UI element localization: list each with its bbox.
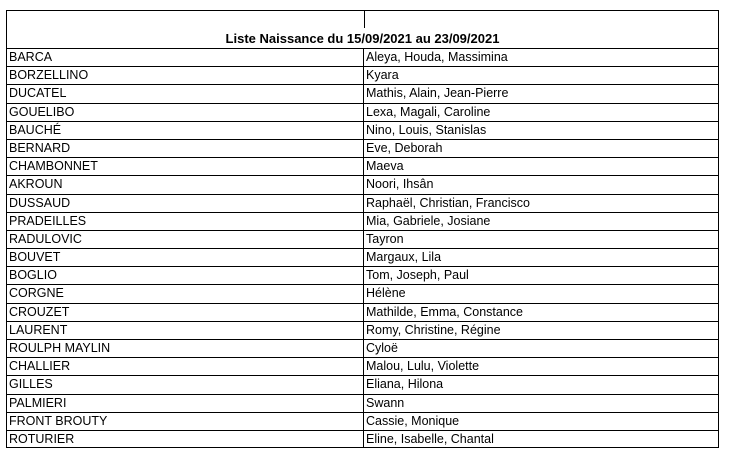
first-names-cell: Nino, Louis, Stanislas xyxy=(366,122,487,137)
last-name-cell: BOUVET xyxy=(7,249,364,266)
table-row xyxy=(7,230,718,248)
first-names-cell: Margaux, Lila xyxy=(366,250,442,265)
first-names-cell: Maeva xyxy=(366,159,404,174)
table-row xyxy=(7,430,718,448)
table-header xyxy=(7,11,718,48)
first-names-cell: Lexa, Magali, Caroline xyxy=(366,104,491,119)
first-names-cell: Cassie, Monique xyxy=(366,413,460,428)
table-row xyxy=(7,303,718,321)
last-name-cell: GOUELIBO xyxy=(7,104,364,121)
first-names-cell: Raphaël, Christian, Francisco xyxy=(366,195,530,210)
table-row xyxy=(7,194,718,212)
first-names-cell: Eliana, Hilona xyxy=(366,377,444,392)
first-names-cell: Tayron xyxy=(366,231,404,246)
first-names-cell: Mia, Gabriele, Josiane xyxy=(366,213,491,228)
table-row xyxy=(7,121,718,139)
table-row xyxy=(7,175,718,193)
last-name-cell: RADULOVIC xyxy=(7,231,364,248)
last-name-cell: BARCA xyxy=(7,49,364,66)
last-name-cell: ROTURIER xyxy=(7,431,364,448)
last-name-cell: LAURENT xyxy=(7,322,364,339)
last-name-cell: BOGLIO xyxy=(7,267,364,284)
header-column-divider xyxy=(364,11,365,28)
table-row xyxy=(7,248,718,266)
first-names-cell: Cyloë xyxy=(366,341,398,355)
last-name-cell: CHAMBONNET xyxy=(7,158,364,175)
last-name-cell: FRONT BROUTY xyxy=(7,413,364,430)
table-row xyxy=(7,84,718,102)
last-name-cell: CHALLIER xyxy=(7,358,364,375)
last-name-cell: BAUCHÉ xyxy=(7,122,364,139)
table-row xyxy=(7,139,718,157)
page-title: Liste Naissance du 15/09/2021 au 23/09/2021 xyxy=(225,31,500,46)
last-name-cell: AKROUN xyxy=(7,176,364,193)
first-names-cell: Eve, Deborah xyxy=(366,140,443,155)
table-row xyxy=(7,394,718,412)
table-row xyxy=(7,357,718,375)
first-names-cell: Mathis, Alain, Jean-Pierre xyxy=(366,86,509,101)
last-name-cell: PALMIERI xyxy=(7,395,364,412)
table-row xyxy=(7,412,718,430)
first-names-cell: Aleya, Houda, Massimina xyxy=(366,50,508,64)
table-row xyxy=(7,66,718,84)
table-row xyxy=(7,103,718,121)
last-name-cell: BERNARD xyxy=(7,140,364,157)
first-names-cell: Mathilde, Emma, Constance xyxy=(366,304,524,319)
last-name-cell: CROUZET xyxy=(7,304,364,321)
last-name-cell: PRADEILLES xyxy=(7,213,364,230)
table-row xyxy=(7,339,718,357)
first-names-cell: Hélène xyxy=(366,286,406,301)
table-row xyxy=(7,48,718,66)
table-row xyxy=(7,157,718,175)
first-names-cell: Noori, Ihsân xyxy=(366,177,434,192)
last-name-cell: BORZELLINO xyxy=(7,67,364,84)
table-row xyxy=(7,375,718,393)
table-row xyxy=(7,266,718,284)
first-names-cell: Eline, Isabelle, Chantal xyxy=(366,431,494,446)
last-name-cell: CORGNE xyxy=(7,285,364,302)
first-names-cell: Malou, Lulu, Violette xyxy=(366,359,480,374)
last-name-cell: GILLES xyxy=(7,376,364,393)
first-names-cell: Kyara xyxy=(366,68,399,83)
first-names-cell: Romy, Christine, Régine xyxy=(366,322,501,337)
birth-list-sheet xyxy=(6,10,719,448)
birth-table-body xyxy=(7,48,718,448)
table-row xyxy=(7,284,718,302)
last-name-cell: ROULPH MAYLIN xyxy=(7,340,364,357)
table-row xyxy=(7,212,718,230)
last-name-cell: DUCATEL xyxy=(7,85,364,102)
first-names-cell: Tom, Joseph, Paul xyxy=(366,268,469,283)
table-row xyxy=(7,321,718,339)
last-name-cell: DUSSAUD xyxy=(7,195,364,212)
first-names-cell: Swann xyxy=(366,395,405,410)
